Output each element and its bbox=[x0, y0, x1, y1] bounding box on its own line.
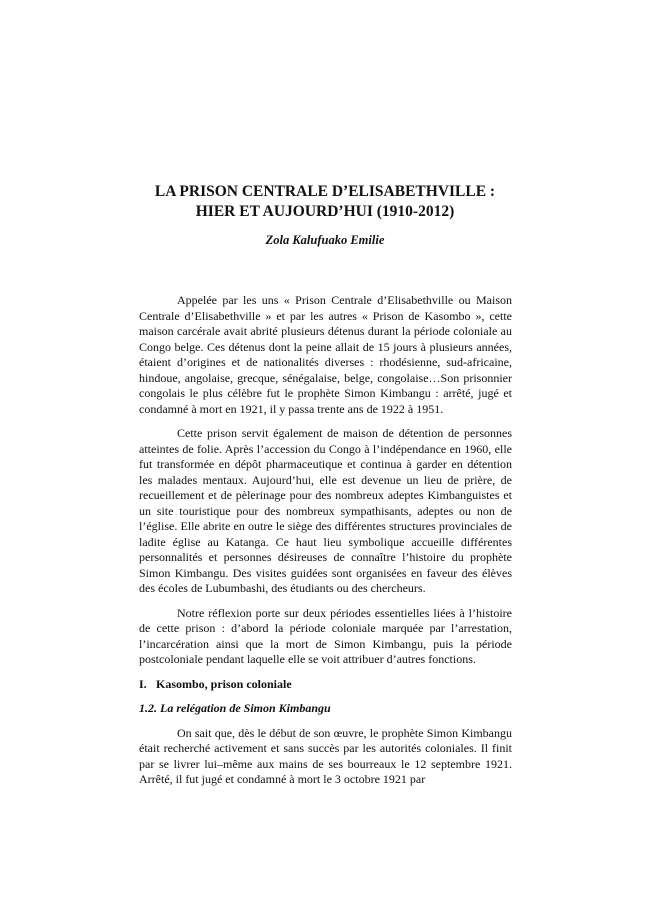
paragraph-1: Appelée par les uns « Prison Centrale d’Elisabethville ou Maison Centrale d’Elisabethville » et par les autres « Prison de Kasombo », cette maison carcérale avait abrité plusieurs détenus durant la période coloniale au Congo belge. Ces détenus dont la peine allait de 15 jours à plusieurs années, étaient d’origines et de nationalités diverses : rhodésienne, sud-africaine, hindoue, angolaise, grecque, sénégalaise, belge, congolaise…Son prisonnier congolais le plus célèbre fut le prophète Simon Kimbangu : arrêté, jugé et condamné à mort en 1921, il y passa trente ans de 1922 à 1951. bbox=[139, 293, 512, 416]
paragraph-3: Notre réflexion porte sur deux périodes essentielles liées à l’histoire de cette prison : d’abord la période coloniale marquée par l’arrestation, l’incarcération ainsi que la mort de Simon Kimbangu, puis la période postcoloniale pendant laquelle elle se voit attribuer d’autres fonctions. bbox=[139, 605, 512, 666]
article-title bbox=[120, 182, 530, 222]
paragraph-2: Cette prison servit également de maison de détention de personnes atteintes de folie. Après l’accession du Congo à l’indépendance en 1960, elle fut transformée en dépôt pharmaceutique et continua à garder en détention les malades mentaux. Aujourd’hui, elle est devenue un lieu de prière, de recueillement et de pèlerinage pour des nombreux adeptes Kimbanguistes et un site touristique pour des nombreux sympathisants, adeptes ou non de l’église. Elle abrite en outre le siège des différentes structures provinciales de ladite église au Katanga. Ce haut lieu symbolique accueille différentes personnalités et personnes désireuses de connaître l’histoire du prophète Simon Kimbangu. Des visites guidées sont organisées en faveur des élèves des écoles de Lubumbashi, des étudiants ou des chercheurs. bbox=[139, 426, 512, 595]
section-number: I. bbox=[139, 676, 147, 691]
section-heading bbox=[139, 677, 512, 693]
author-name: Zola Kalufuako Emilie bbox=[265, 233, 385, 247]
section-title: Kasombo, prison coloniale bbox=[156, 676, 292, 691]
paragraph-4: On sait que, dès le début de son œuvre, le prophète Simon Kimbangu était recherché activement et sans succès par les autorités coloniales. Il finit par se livrer lui–même aux mains de ses bourreaux le 12 septembre 1921. Arrêté, il fut jugé et condamné à mort le 3 octobre 1921 par bbox=[139, 725, 512, 786]
subsection-heading: 1.2. La relégation de Simon Kimbangu bbox=[139, 701, 331, 715]
title-line-2: HIER ET AUJOURD’HUI (1910-2012) bbox=[195, 203, 455, 220]
title-line-1: LA PRISON CENTRALE D’ELISABETHVILLE : bbox=[154, 183, 496, 200]
article-body bbox=[139, 293, 512, 797]
